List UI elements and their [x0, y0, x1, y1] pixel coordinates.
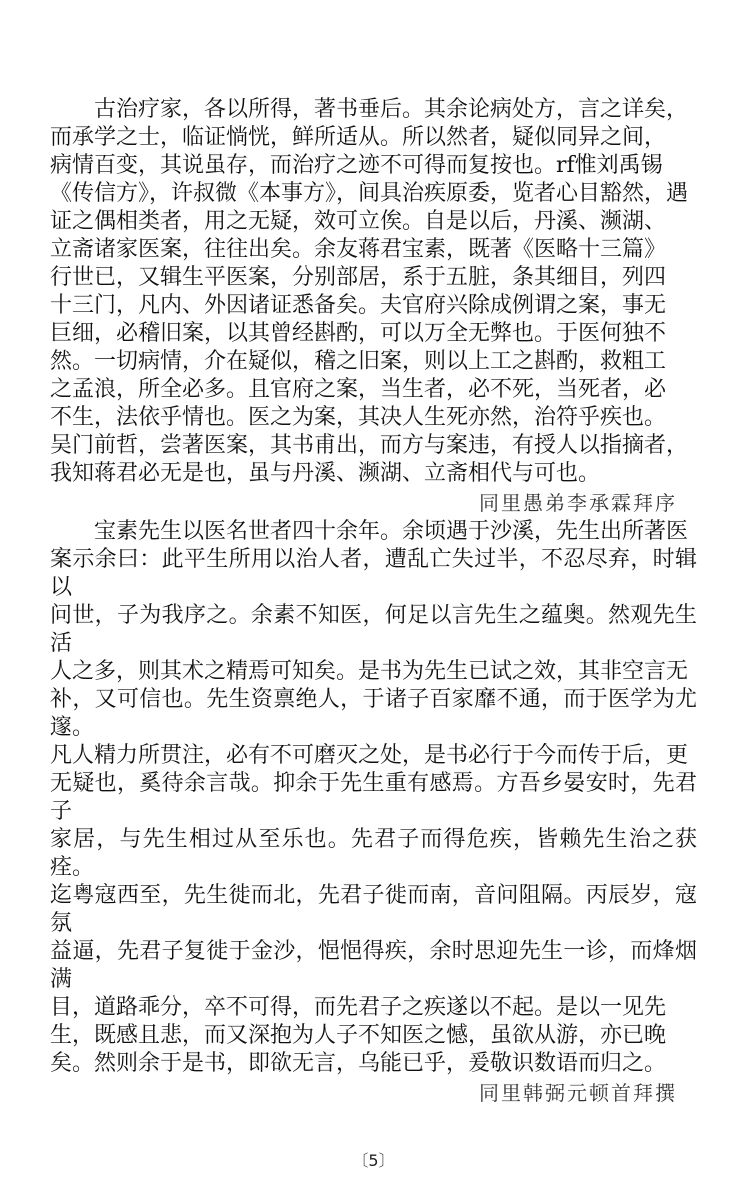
text-line: 证之偶相类者，用之无疑，效可立俟。自是以后，丹溪、濒湖、 — [50, 209, 667, 234]
text-line: 吴门前哲，尝著医案，其书甫出，而方与案违，有授人以指摘者， — [50, 433, 689, 458]
page-number: 〔5〕 — [352, 1151, 395, 1170]
text-line: 巨细，必稽旧案，以其曾经斟酌，可以万全无弊也。于医何独不 — [50, 321, 667, 346]
text-line: 目，道路乖分，卒不可得，而先君子之疾遂以不起。是以一见先 — [50, 995, 667, 1020]
text-line: 生，既感且悲，而又深抱为人子不知医之憾，虽欲从游，亦已晚 — [50, 1023, 667, 1048]
text-line: 宝素先生以医名世者四十余年。余顷遇于沙溪，先生出所著医 — [94, 519, 689, 544]
text-line: 不生，法依乎情也。医之为案，其决人生死亦然，治符乎疾也。 — [50, 405, 667, 430]
text-line: 我知蒋君必无是也，虽与丹溪、濒湖、立斋相代与可也。 — [50, 461, 601, 486]
text-line: 十三门，凡内、外因诸证悉备矣。夫官府兴除成例谓之案，事无 — [50, 293, 667, 318]
text-line: 之孟浪，所全必多。且官府之案，当生者，必不死，当死者，必 — [50, 377, 667, 402]
text-line: 问世，子为我序之。余素不知医，何足以言先生之蕴奥。然观先生活 — [50, 603, 697, 656]
text-line: 而承学之士，临证惝恍，鲜所适从。所以然者，疑似同异之间， — [50, 125, 667, 150]
text-line: 《传信方》，许叔微《本事方》，间具治疾原委，览者心目豁然，遇 — [50, 181, 689, 206]
preface-signature: 同里韩弼元顿首拜撰 — [479, 1081, 677, 1105]
text-line: 人之多，则其术之精焉可知矣。是书为先生已试之效，其非空言无 — [50, 659, 689, 684]
text-line: 补，又可信也。先生资禀绝人，于诸子百家靡不通，而于医学为尤邃。 — [50, 687, 697, 740]
text-line: 古治疗家，各以所得，著书垂后。其余论病处方，言之详矣， — [94, 97, 689, 122]
preface-signature: 同里愚弟李承霖拜序 — [479, 491, 677, 515]
text-line: 益逼，先君子复徙于金沙，悒悒得疾，余时思迎先生一诊，而烽烟满 — [50, 939, 697, 992]
text-line: 案示余曰：此平生所用以治人者，遭乱亡失过半，不忍尽弃，时辑以 — [50, 547, 697, 600]
text-line: 迄粤寇西至，先生徙而北，先君子徙而南，音问阻隔。丙辰岁，寇氛 — [50, 883, 697, 936]
text-line: 无疑也，奚待余言哉。抑余于先生重有感焉。方吾乡晏安时，先君子 — [50, 771, 697, 824]
text-line: 行世已，又辑生平医案，分别部居，系于五脏，条其细目，列四 — [50, 265, 667, 290]
text-line: 立斋诸家医案，往往出矣。余友蒋君宝素，既著《医略十三篇》 — [50, 237, 667, 262]
text-line: 凡人精力所贯注，必有不可磨灭之处，是书必行于今而传于后，更 — [50, 743, 689, 768]
text-line: 然。一切病情，介在疑似，稽之旧案，则以上工之斟酌，救粗工 — [50, 349, 667, 374]
text-line: 矣。然则余于是书，即欲无言，乌能已乎，爰敬识数语而归之。 — [50, 1051, 667, 1076]
text-line: 家居，与先生相过从至乐也。先君子而得危疾，皆赖先生治之获痊。 — [50, 827, 697, 880]
text-line: 病情百变，其说虽存，而治疗之迹不可得而复按也。rf惟刘禹锡 — [50, 153, 663, 178]
